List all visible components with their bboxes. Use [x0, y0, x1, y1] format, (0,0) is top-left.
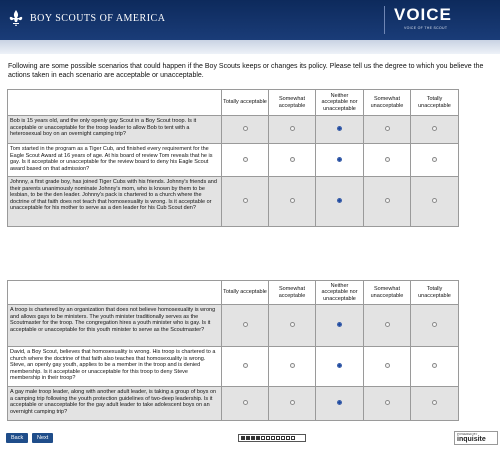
rating-radio[interactable]	[385, 322, 390, 327]
rating-radio[interactable]	[243, 126, 248, 131]
rating-radio[interactable]	[432, 157, 437, 162]
rating-radio[interactable]	[337, 400, 342, 405]
rating-radio[interactable]	[290, 400, 295, 405]
rating-cell	[364, 387, 411, 421]
progress-block	[291, 436, 295, 440]
rating-radio[interactable]	[243, 322, 248, 327]
rating-cell	[269, 116, 316, 144]
rating-cell	[316, 305, 364, 347]
rating-cell	[364, 116, 411, 144]
rating-cell	[411, 387, 459, 421]
header-blank	[8, 281, 222, 305]
rating-cell	[222, 387, 269, 421]
col-totally-unacceptable: Totally unacceptable	[411, 90, 459, 116]
rating-cell	[222, 347, 269, 387]
scenario-text: David, a Boy Scout, believes that homosexuality is wrong. His troop is chartered to a church where the doctrine of that faith also teaches that homosexuality is wrong. Steve, an openly gay youth, applies to be a member in the troop and is denied membership. Is it acceptable or unacceptable for this troop to deny Steve membership in their troop?	[8, 347, 222, 387]
progress-block	[276, 436, 280, 440]
scenario-row	[8, 144, 459, 177]
col-totally-acceptable: Totally acceptable	[222, 90, 269, 116]
scenario-row	[8, 177, 459, 227]
next-button[interactable]: Next	[32, 433, 53, 443]
voice-subtitle: VOICE OF THE SCOUT	[404, 26, 448, 30]
rating-radio[interactable]	[385, 400, 390, 405]
rating-cell	[316, 144, 364, 177]
progress-block	[241, 436, 245, 440]
rating-cell	[222, 177, 269, 227]
scenario-text: Tom started in the program as a Tiger Cub, and finished every requirement for the Eagle Scout Award at 16 years of age. At his board of review Tom reveals that he is gay. Is it acceptable or unacceptable for the review board to deny his Eagle Scout award based on that admission?	[8, 144, 222, 177]
progress-bar	[238, 434, 306, 442]
rating-radio[interactable]	[290, 126, 295, 131]
rating-cell	[316, 387, 364, 421]
rating-radio[interactable]	[337, 322, 342, 327]
progress-block	[281, 436, 285, 440]
progress-block	[246, 436, 250, 440]
rating-radio[interactable]	[337, 157, 342, 162]
inquisite-logo: inquisite	[457, 436, 486, 443]
rating-radio[interactable]	[243, 400, 248, 405]
rating-cell	[222, 144, 269, 177]
rating-cell	[411, 177, 459, 227]
col-somewhat-acceptable: Somewhat acceptable	[269, 281, 316, 305]
rating-radio[interactable]	[290, 322, 295, 327]
rating-cell	[269, 387, 316, 421]
rating-radio[interactable]	[385, 126, 390, 131]
rating-cell	[411, 305, 459, 347]
scenario-text: A gay male troop leader, along with another adult leader, is taking a group of boys on a camping trip following the youth protection guidelines of two-deep leadership. Is it acceptable or unacceptable for the gay adult leader to take adolescent boys on an overnight camping trip?	[8, 387, 222, 421]
rating-radio[interactable]	[337, 198, 342, 203]
rating-radio[interactable]	[243, 198, 248, 203]
rating-radio[interactable]	[432, 363, 437, 368]
col-neither: Neither acceptable nor unacceptable	[316, 281, 364, 305]
progress-block	[251, 436, 255, 440]
rating-cell	[316, 347, 364, 387]
rating-cell	[269, 144, 316, 177]
rating-radio[interactable]	[290, 157, 295, 162]
rating-radio[interactable]	[385, 157, 390, 162]
progress-block	[266, 436, 270, 440]
scenario-row	[8, 305, 459, 347]
progress-block	[261, 436, 265, 440]
progress-block	[256, 436, 260, 440]
header-shade	[0, 40, 500, 54]
voice-logo: VOICE	[394, 5, 452, 24]
col-neither: Neither acceptable nor unacceptable	[316, 90, 364, 116]
rating-radio[interactable]	[243, 157, 248, 162]
rating-radio[interactable]	[337, 126, 342, 131]
rating-cell	[316, 177, 364, 227]
col-somewhat-unacceptable: Somewhat unacceptable	[364, 90, 411, 116]
rating-cell	[222, 116, 269, 144]
scenario-table-2	[7, 280, 459, 421]
col-totally-unacceptable: Totally unacceptable	[411, 281, 459, 305]
scenario-row	[8, 116, 459, 144]
rating-cell	[269, 177, 316, 227]
col-totally-acceptable: Totally acceptable	[222, 281, 269, 305]
rating-cell	[364, 347, 411, 387]
col-somewhat-acceptable: Somewhat acceptable	[269, 90, 316, 116]
rating-radio[interactable]	[432, 198, 437, 203]
rating-radio[interactable]	[432, 126, 437, 131]
powered-by-label: POWERED BY	[457, 432, 478, 436]
back-button[interactable]: Back	[6, 433, 28, 443]
header-divider	[384, 6, 385, 34]
rating-cell	[222, 305, 269, 347]
fleur-de-lis-icon	[8, 9, 24, 27]
scenario-row	[8, 347, 459, 387]
intro-text: Following are some possible scenarios that could happen if the Boy Scouts keeps or changes its policy. Please tell us the degree to which you believe the actions taken in each scenario are acceptable or unacceptable.	[8, 63, 484, 79]
rating-radio[interactable]	[432, 400, 437, 405]
rating-cell	[269, 305, 316, 347]
rating-radio[interactable]	[290, 198, 295, 203]
rating-radio[interactable]	[290, 363, 295, 368]
org-name: BOY SCOUTS OF AMERICA	[30, 13, 166, 24]
rating-cell	[364, 144, 411, 177]
rating-cell	[364, 177, 411, 227]
rating-radio[interactable]	[432, 322, 437, 327]
scenario-row	[8, 387, 459, 421]
scenario-text: Bob is 15 years old, and the only openly gay Scout in a Boy Scout troop. Is it acceptable or unacceptable for the troop leader to allow Bob to tent with a heterosexual boy on an overnight camping trip?	[8, 116, 222, 144]
rating-cell	[411, 116, 459, 144]
site-header	[0, 0, 500, 40]
progress-block	[286, 436, 290, 440]
rating-radio[interactable]	[337, 363, 342, 368]
rating-cell	[411, 144, 459, 177]
rating-radio[interactable]	[243, 363, 248, 368]
rating-radio[interactable]	[385, 363, 390, 368]
rating-cell	[411, 347, 459, 387]
progress-block	[271, 436, 275, 440]
scenario-text: A troop is chartered by an organization that does not believe homosexuality is wrong and allows gays to be ministers. The youth minister traditionally serves as the Scoutmaster for the troop. The congregation hires a youth minister who is gay. Is it acceptable or unacceptable for this youth minister to serve as the Scoutmaster?	[8, 305, 222, 347]
scenario-table-1	[7, 89, 459, 227]
rating-cell	[316, 116, 364, 144]
col-somewhat-unacceptable: Somewhat unacceptable	[364, 281, 411, 305]
scenario-text: Johnny, a first grade boy, has joined Tiger Cubs with his friends. Johnny's friends and their parents unanimously nominate Johnny's mom, who is known by them to be lesbian, to be the den leader. Johnny's pack is chartered to a church where the doctrine of that faith does not teach that homosexuality is wrong. Is it acceptable or unacceptable for his mother to serve as a den leader for his Cub Scout den?	[8, 177, 222, 227]
rating-radio[interactable]	[385, 198, 390, 203]
rating-cell	[364, 305, 411, 347]
header-blank	[8, 90, 222, 116]
rating-cell	[269, 347, 316, 387]
powered-by-logo	[454, 431, 498, 445]
